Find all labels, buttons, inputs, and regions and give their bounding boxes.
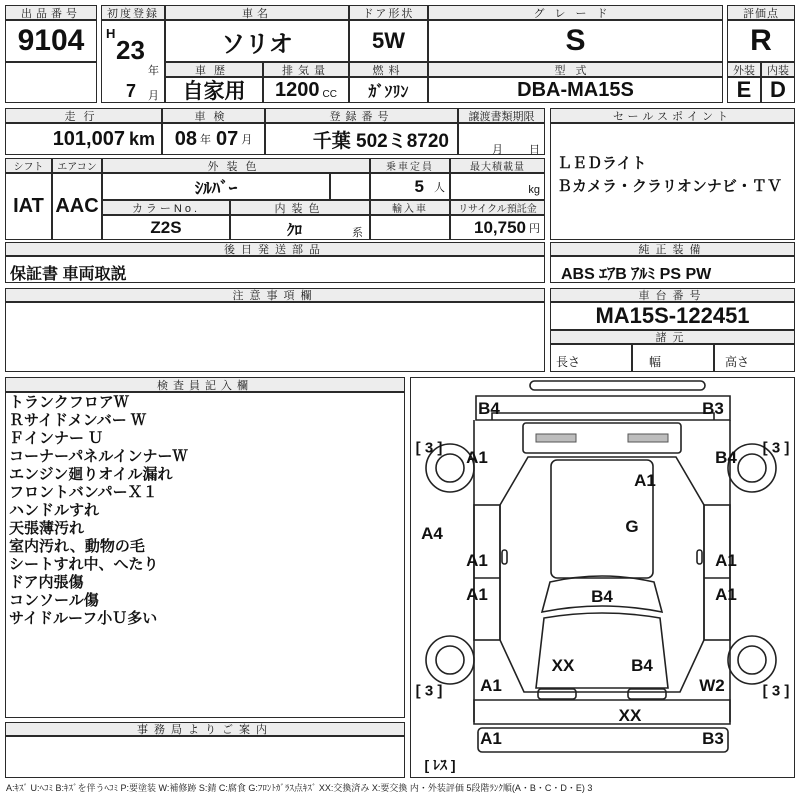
left-door-handle — [502, 550, 507, 564]
rear-bumper-cap — [530, 381, 705, 390]
tire-front-left-hub — [436, 646, 464, 674]
inspection-year: 08 — [174, 127, 197, 150]
model-code-header: 型式 — [428, 62, 723, 77]
tire-front-right-hub — [738, 646, 766, 674]
inspector-note-line: トランクフロアＷ — [9, 394, 129, 411]
lot-number-value: 9104 — [5, 20, 97, 62]
score-header: 評価点 — [727, 5, 795, 20]
spare-tire-mark: [ ﾚｽ ] — [424, 757, 456, 773]
recycle-fee-unit: 円 — [529, 222, 540, 235]
damage-mark: G — [625, 517, 639, 536]
capacity-value: 5 — [414, 176, 424, 196]
standard-equipment-header: 純正装備 — [550, 242, 795, 256]
car-name-value: ソリオ — [165, 20, 349, 62]
import-header: 輸入車 — [370, 200, 450, 215]
inspector-note-line: コンソール傷 — [9, 592, 99, 609]
inspector-note-line: ドア内張傷 — [9, 574, 84, 591]
left-doors — [474, 505, 500, 640]
tire-rear-right-hub — [738, 454, 766, 482]
damage-mark: XX — [551, 656, 575, 675]
later-shipped-parts-value: 保証書 車両取説 — [10, 266, 127, 283]
lot-number-header: 出品番号 — [5, 5, 97, 20]
inspector-note-line: フロントバンパーＸ１ — [9, 484, 158, 501]
interior-grade-header: 内装 — [761, 62, 795, 77]
inspector-note-line: コーナーパネルインナーＷ — [9, 448, 188, 465]
color-no-header: カラーNo. — [102, 200, 230, 215]
air-conditioner-header: エアコン — [52, 158, 102, 173]
damage-mark: A1 — [480, 676, 502, 695]
inspector-note-line: サイドルーフ小Ｕ多い — [9, 610, 158, 627]
displacement-unit: CC — [322, 88, 337, 100]
damage-mark: A1 — [715, 585, 737, 604]
transfer-day-unit: 日 — [529, 144, 540, 156]
rear-panel — [476, 396, 730, 420]
body-color-header: 外装色 — [102, 158, 370, 173]
recycle-fee-value: 10,750 — [474, 217, 526, 237]
capacity-unit: 人 — [434, 181, 445, 194]
registration-value: 千葉 502ミ8720 — [265, 123, 458, 155]
spec-length-label: 長さ — [556, 355, 581, 369]
interior-color-header: 内装色 — [230, 200, 370, 215]
hood — [536, 613, 668, 688]
inspector-note-line: 天張薄汚れ — [9, 520, 85, 537]
rear-panel-inner — [492, 413, 714, 420]
damage-mark: A1 — [715, 551, 737, 570]
displacement-header: 排気量 — [263, 62, 349, 77]
registration-header: 登録番号 — [265, 108, 458, 123]
damage-mark: B3 — [702, 399, 724, 418]
interior-grade-value: D — [761, 77, 795, 103]
color-no-value: Z2S — [102, 215, 230, 240]
left-headlight — [538, 689, 576, 699]
model-code-value: DBA-MA15S — [428, 77, 723, 103]
inspection-year-unit: 年 — [200, 134, 211, 146]
air-conditioner-value: AAC — [52, 173, 102, 240]
transfer-docs-header: 譲渡書類期限 — [458, 108, 545, 123]
rear-glass-bar-left — [536, 434, 576, 442]
first-registration-header: 初度登録 — [101, 5, 165, 20]
damage-mark: A1 — [634, 471, 656, 490]
mileage-unit: km — [128, 128, 155, 149]
interior-color-value: ｸﾛ — [287, 222, 303, 239]
tire-tread-mark: [ 3 ] — [762, 439, 790, 457]
standard-equipment-value: ABS ｴｱB ｱﾙﾐ PS PW — [561, 266, 712, 283]
damage-code-legend: A:ｷｽﾞ U:ﾍｺﾐ B:ｷｽﾞを伴うﾍｺﾐ P:要塗装 W:補修跡 S:錆 C:腐食 G:ﾌﾛﾝﾄｶﾞﾗｽ点ｷｽﾞ XX:交換済み X:要交換 内・外装評価 5段階ﾗﾝｸ順(A・B・C・D・E) 3 — [6, 783, 593, 793]
damage-mark: XX — [618, 706, 642, 725]
inspection-month: 07 — [216, 127, 239, 150]
first-registration-year-unit: 年 — [148, 65, 159, 77]
specs-header: 諸元 — [550, 330, 795, 344]
damage-mark: A1 — [466, 551, 488, 570]
damage-mark: W2 — [699, 676, 725, 695]
inspector-note-line: Ｆインナー Ｕ — [9, 430, 104, 447]
office-notice-header: 事務局よりご案内 — [5, 722, 405, 736]
max-load-header: 最大積載量 — [450, 158, 545, 173]
tire-tread-mark: [ 3 ] — [415, 439, 443, 457]
damage-mark: A1 — [466, 448, 488, 467]
front-bumper — [474, 700, 730, 724]
tire-tread-mark: [ 3 ] — [415, 682, 443, 700]
right-doors — [704, 505, 730, 640]
transfer-month-unit: 月 — [492, 144, 503, 156]
inspection-month-unit: 月 — [241, 134, 253, 146]
interior-color-unit: 系 — [352, 227, 363, 239]
inspector-note-line: ハンドルすれ — [9, 502, 100, 519]
grade-header: グレード — [428, 5, 723, 20]
notes-header: 注意事項欄 — [5, 288, 545, 302]
max-load-unit: kg — [528, 184, 540, 196]
first-registration-year: 23 — [116, 35, 145, 65]
inspector-note-line: 室内汚れ、動物の毛 — [9, 538, 145, 555]
fuel-value: ｶﾞｿﾘﾝ — [349, 77, 428, 103]
cabin-outline — [500, 457, 704, 692]
car-name-header: 車名 — [165, 5, 349, 20]
inspector-note-line: エンジン廻りオイル漏れ — [9, 466, 173, 483]
history-value: 自家用 — [165, 77, 263, 103]
exterior-grade-value: E — [727, 77, 761, 103]
spec-width-label: 幅 — [649, 355, 662, 369]
inspector-note-line: シートすれ中、へたり — [9, 556, 159, 573]
first-registration-month: 7 — [126, 81, 137, 101]
damage-mark: B4 — [715, 448, 737, 467]
inspection-header: 車検 — [162, 108, 265, 123]
inspector-notes-header: 検査員記入欄 — [5, 377, 405, 392]
door-type-value: 5W — [349, 20, 428, 62]
damage-mark: A1 — [466, 585, 488, 604]
rear-glass-bar-right — [628, 434, 668, 442]
mileage-value: 101,007 — [52, 127, 125, 150]
damage-mark: B4 — [591, 587, 613, 606]
mileage-header: 走行 — [5, 108, 162, 123]
damage-mark: A1 — [480, 729, 502, 748]
chassis-number-header: 車台番号 — [550, 288, 795, 302]
shift-value: IAT — [5, 173, 52, 240]
score-value: R — [727, 20, 795, 62]
grade-value: S — [428, 20, 723, 62]
door-type-header: ドア形状 — [349, 5, 428, 20]
chassis-number-value: MA15S-122451 — [550, 302, 795, 330]
tire-tread-mark: [ 3 ] — [762, 682, 790, 700]
damage-mark: B3 — [702, 729, 724, 748]
first-registration-month-unit: 月 — [148, 90, 159, 102]
damage-mark: A4 — [421, 524, 443, 543]
right-headlight — [628, 689, 666, 699]
inspector-note-line: Ｒサイドメンバー Ｗ — [9, 412, 146, 429]
shift-header: シフト — [5, 158, 52, 173]
recycle-fee-header: リサイクル預託金 — [450, 200, 545, 215]
damage-mark: B4 — [631, 656, 653, 675]
sales-points-header: セールスポイント — [550, 108, 795, 123]
history-header: 車歴 — [165, 62, 263, 77]
tire-rear-left-hub — [436, 454, 464, 482]
fuel-header: 燃料 — [349, 62, 428, 77]
spec-height-label: 高さ — [725, 355, 750, 369]
capacity-header: 乗車定員 — [370, 158, 450, 173]
body-color-value: ｼﾙﾊﾞｰ — [102, 173, 330, 200]
sales-point-line: Ｂカメラ・クラリオンナビ・ＴＶ — [557, 178, 782, 195]
exterior-grade-header: 外装 — [727, 62, 761, 77]
sales-point-line: ＬＥＤライト — [557, 155, 647, 172]
first-registration-era: H — [106, 26, 116, 41]
damage-mark: B4 — [478, 399, 500, 418]
displacement-value: 1200 — [275, 78, 320, 101]
right-door-handle — [697, 550, 702, 564]
front-lower-panel — [478, 728, 728, 752]
later-shipped-parts-header: 後日発送部品 — [5, 242, 545, 256]
